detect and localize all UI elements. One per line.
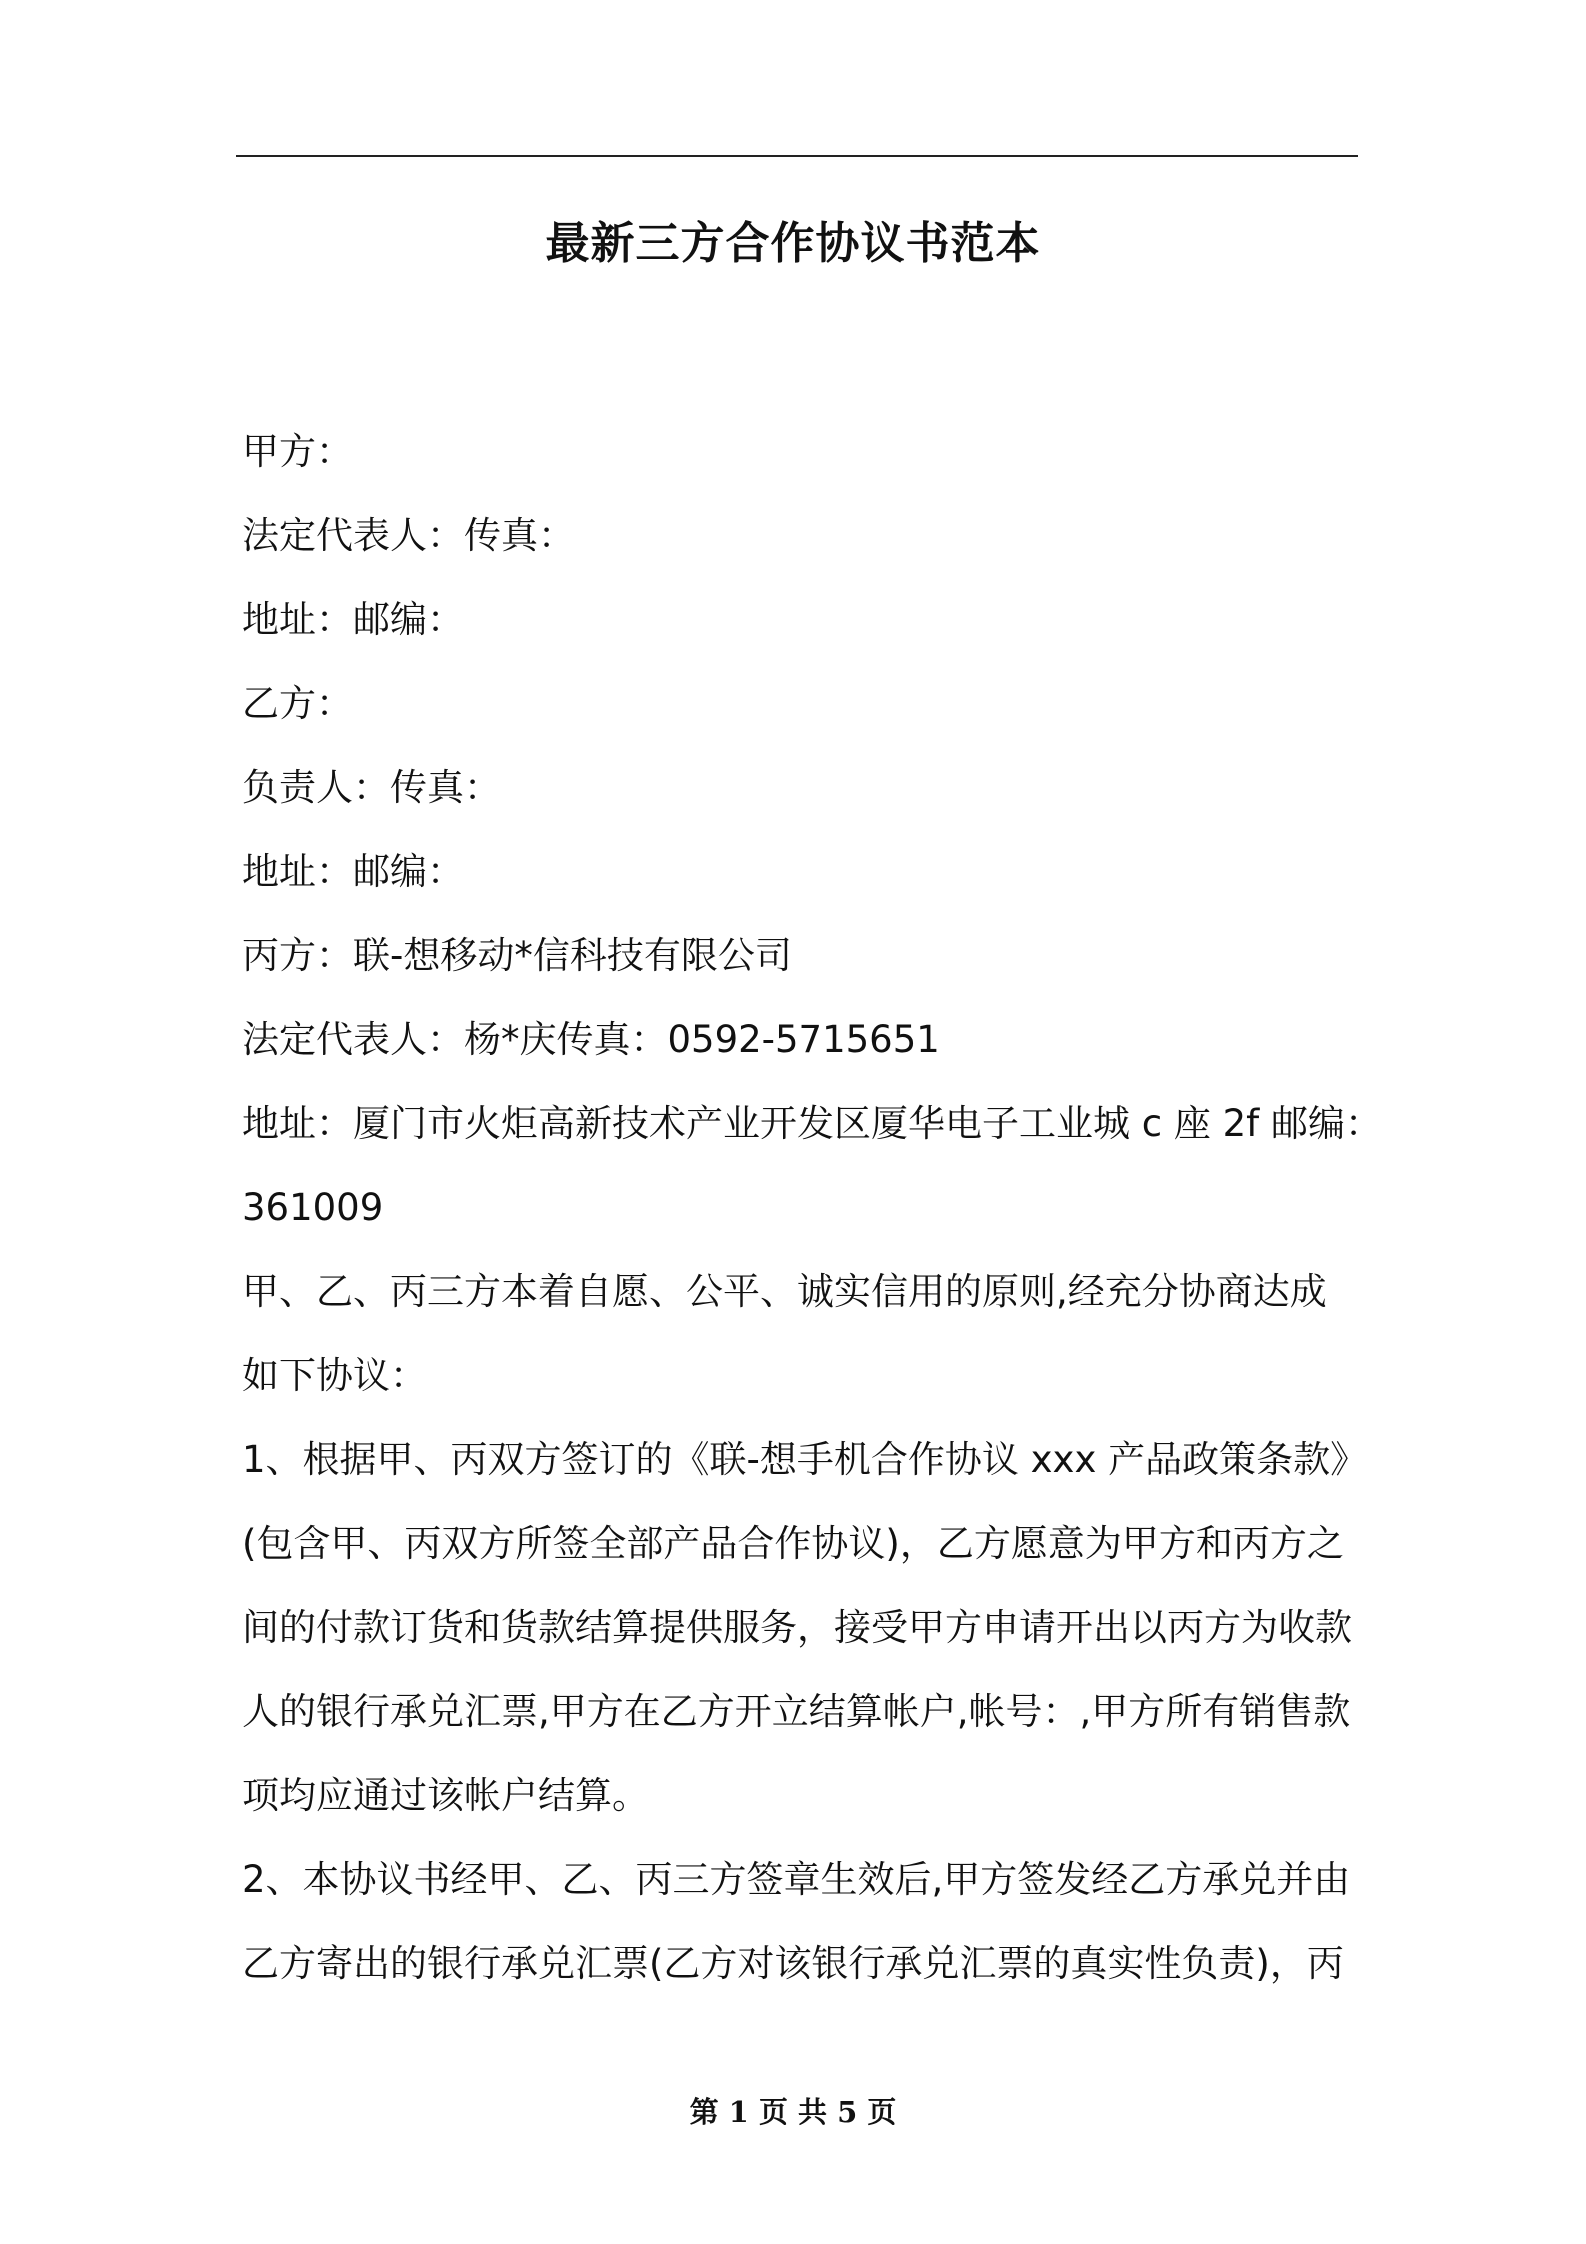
paragraph-line: 如下协议： (242, 1354, 427, 1397)
party-a-line: 甲方： (242, 430, 353, 473)
page-number-footer: 第 1 页 共 5 页 (689, 2095, 897, 2129)
paragraph-line: 间的付款订货和货款结算提供服务，接受甲方申请开出以丙方为收款 (242, 1606, 1352, 1649)
paragraph-line: 1、根据甲、丙双方签订的《联-想手机合作协议 xxx 产品政策条款》 (242, 1438, 1368, 1481)
party-b-address-line: 地址：邮编： (242, 850, 464, 893)
party-b-line: 乙方： (242, 682, 353, 725)
header-rule (236, 155, 1358, 157)
paragraph-line: 甲、乙、丙三方本着自愿、公平、诚实信用的原则,经充分协商达成 (242, 1270, 1327, 1313)
document-title: 最新三方合作协议书范本 (545, 218, 1041, 269)
paragraph-line: 2、本协议书经甲、乙、丙三方签章生效后,甲方签发经乙方承兑并由 (242, 1858, 1351, 1901)
party-b-manager-line: 负责人：传真： (242, 766, 501, 809)
paragraph-line: 乙方寄出的银行承兑汇票(乙方对该银行承兑汇票的真实性负责)，丙 (242, 1942, 1344, 1985)
party-c-representative-line: 法定代表人：杨*庆传真：0592-5715651 (242, 1018, 940, 1061)
document-body (242, 410, 1382, 2006)
paragraph-line: 项均应通过该帐户结算。 (242, 1774, 649, 1817)
party-a-address-line: 地址：邮编： (242, 598, 464, 641)
party-a-representative-line: 法定代表人：传真： (242, 514, 575, 557)
party-c-postcode-line: 361009 (242, 1186, 384, 1229)
party-c-line: 丙方：联-想移动*信科技有限公司 (242, 934, 792, 977)
paragraph-line: 人的银行承兑汇票,甲方在乙方开立结算帐户,帐号：,甲方所有销售款 (242, 1690, 1351, 1733)
party-c-address-line: 地址：厦门市火炬高新技术产业开发区厦华电子工业城 c 座 2f 邮编： (242, 1102, 1382, 1145)
paragraph-line: (包含甲、丙双方所签全部产品合作协议)，乙方愿意为甲方和丙方之 (242, 1522, 1344, 1565)
